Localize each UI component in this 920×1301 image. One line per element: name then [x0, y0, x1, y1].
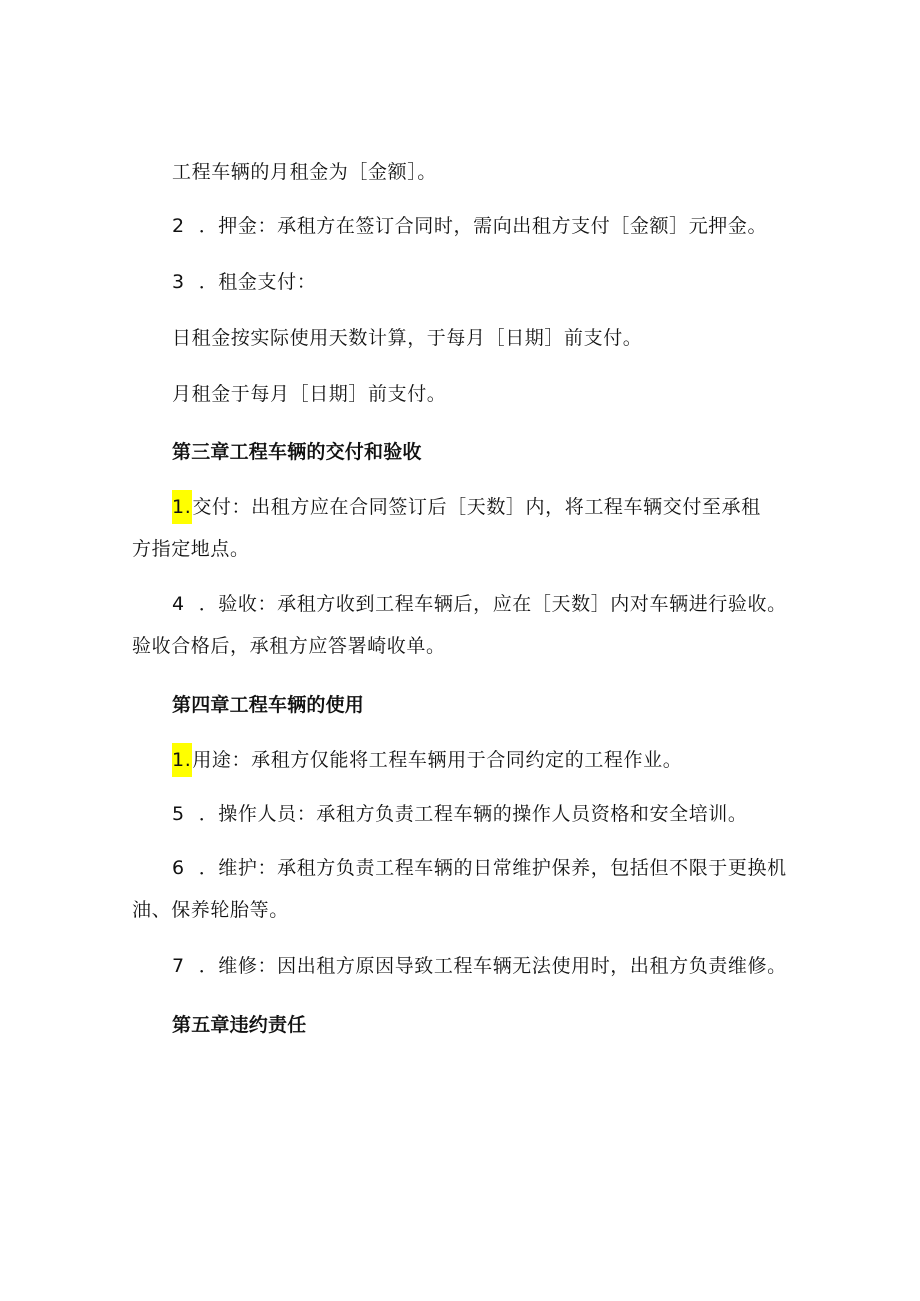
- highlighted-number: 1.: [172, 490, 192, 524]
- paragraph-monthly-rent: [172, 160, 437, 184]
- clause-maintenance-continued: [132, 898, 289, 922]
- clause-text: 交付：出租方应在合同签订后［天数］内，将工程车辆交付至承租: [192, 496, 761, 518]
- paragraph-text: 工程车辆的月租金为［金额］。: [172, 161, 437, 183]
- clause-text: ．验收：承租方收到工程车辆后，应在［天数］内对车辆进行验收。: [198, 593, 787, 615]
- highlighted-number: 1.: [172, 743, 192, 777]
- clause-usage: [172, 748, 682, 777]
- clause-deposit: [172, 214, 767, 238]
- clause-maintenance: [172, 856, 787, 880]
- paragraph-text: 月租金于每月［日期］前支付。: [172, 383, 447, 405]
- paragraph-monthly-payment: [172, 382, 446, 406]
- chapter-heading-3: [172, 440, 422, 464]
- paragraph-text: 日租金按实际使用天数计算，于每月［日期］前支付。: [172, 327, 643, 349]
- chapter-title: 第五章违约责任: [172, 1014, 307, 1036]
- clause-delivery: [172, 495, 761, 524]
- clause-text: ．维修：因出租方原因导致工程车辆无法使用时，出租方负责维修。: [198, 955, 787, 977]
- clause-text: ．租金支付：: [198, 271, 317, 293]
- clause-text: 验收合格后，承租方应答署崎收单。: [132, 635, 446, 657]
- clause-text: ．操作人员：承租方负责工程车辆的操作人员资格和安全培训。: [198, 803, 748, 825]
- clause-number: 6: [172, 857, 185, 879]
- clause-repair: [172, 954, 787, 978]
- clause-number: 5: [172, 803, 185, 825]
- chapter-heading-4: [172, 693, 364, 717]
- clause-rent-payment: [172, 270, 316, 294]
- clause-number: 4: [172, 593, 185, 615]
- chapter-title: 第三章工程车辆的交付和验收: [172, 441, 422, 463]
- clause-text: 油、保养轮胎等。: [132, 899, 289, 921]
- clause-number: 7: [172, 955, 185, 977]
- paragraph-daily-rent: [172, 326, 642, 350]
- clause-acceptance-continued: [132, 634, 446, 658]
- chapter-title: 第四章工程车辆的使用: [172, 694, 365, 716]
- clause-text: 用途：承租方仅能将工程车辆用于合同约定的工程作业。: [192, 749, 683, 771]
- clause-number: 2: [172, 215, 185, 237]
- clause-text: ．维护：承租方负责工程车辆的日常维护保养，包括但不限于更换机: [198, 857, 787, 879]
- clause-text: 方指定地点。: [132, 538, 250, 560]
- clause-delivery-continued: [132, 537, 250, 561]
- clause-text: ．押金：承租方在签订合同时，需向出租方支付［金额］元押金。: [198, 215, 768, 237]
- clause-acceptance: [172, 592, 787, 616]
- clause-operators: [172, 802, 748, 826]
- clause-number: 3: [172, 271, 185, 293]
- chapter-heading-5: [172, 1013, 306, 1037]
